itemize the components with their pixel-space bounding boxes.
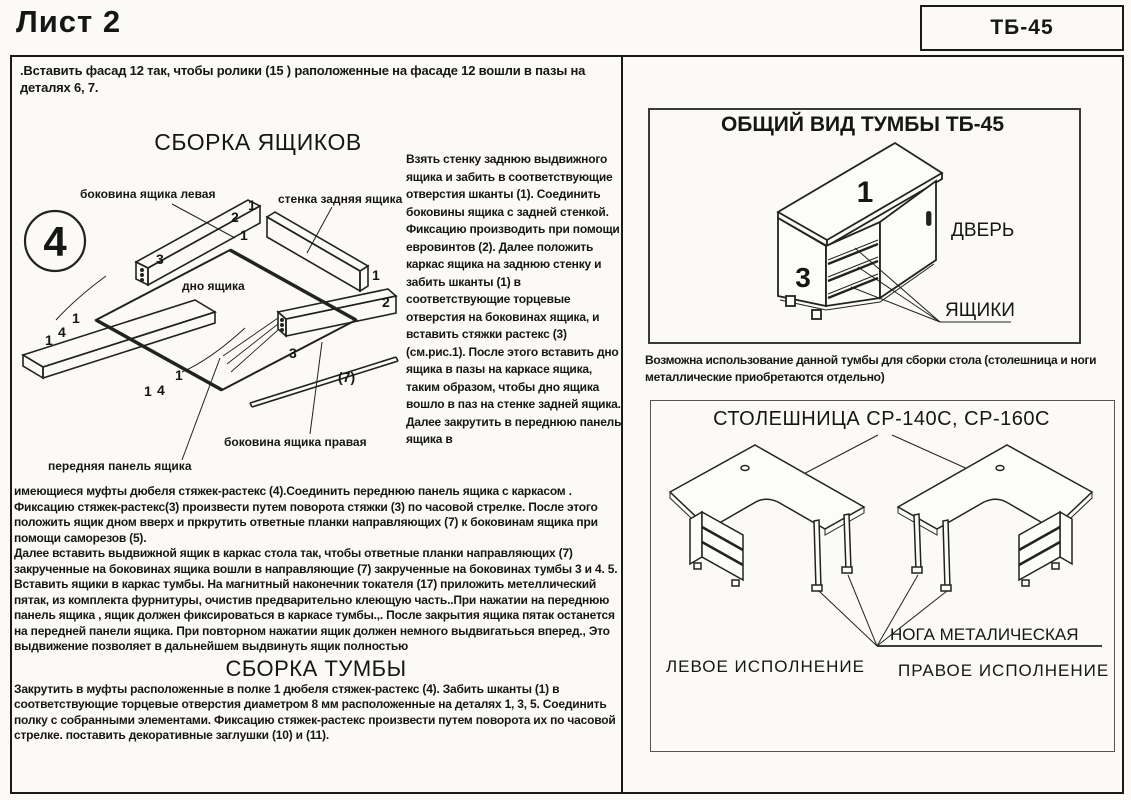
- marker-sleeve: 4: [58, 324, 66, 340]
- marker-dowel: 1: [72, 310, 80, 326]
- page-title: Лист 2: [16, 4, 122, 39]
- model-code: ТБ-45: [990, 16, 1054, 39]
- marker-euroscrew: 2: [382, 294, 390, 310]
- overview-side-number: 3: [795, 262, 811, 293]
- drawer-diagram-lines: [23, 200, 398, 460]
- label-bottom: дно ящика: [182, 279, 245, 293]
- intro-paragraph: .Вставить фасад 12 так, чтобы ролики (15 ) раположенные на фасаде 12 вошли в пазы на деталях 6, 7.: [20, 63, 586, 96]
- label-front-panel: передняя панель ящика: [48, 459, 192, 473]
- marker-rastex: 3: [289, 345, 297, 361]
- cabinet-assembly-paragraph: Закрутить в муфты расположенные в полке 1 дюбеля стяжек-растекс (4). Забить шканты (1) в соответствующие торцевые отверстия диаметром 8 мм расположенные на деталях 1, 3, 5. Соединить полку с собранными элементами. Фиксацию стяжек-растекс произвести путем поворота их по часовой стрелке. поставить декоративные заглушки (10) и (11).: [14, 681, 616, 742]
- cabinet-assembly-heading: СБОРКА ТУМБЫ: [225, 655, 407, 681]
- leg-label: НОГА МЕТАЛИЧЕСКАЯ: [890, 625, 1079, 644]
- marker-euroscrew: 2: [231, 209, 239, 225]
- marker-rastex: 3: [156, 251, 164, 267]
- overview-top-number: 1: [856, 176, 874, 209]
- marker-dowel: 1: [144, 383, 152, 399]
- marker-dowel: 1: [248, 197, 256, 213]
- marker-dowel: 1: [372, 267, 380, 283]
- marker-sleeve: 4: [157, 382, 165, 398]
- lower-text-block: [14, 484, 618, 744]
- label-side-right: боковина ящика правая: [224, 435, 367, 449]
- label-side-left: боковина ящика левая: [80, 187, 216, 201]
- left-variant-label: ЛЕВОЕ ИСПОЛНЕНИЕ: [666, 657, 865, 676]
- right-variant-label: ПРАВОЕ ИСПОЛНЕНИЕ: [898, 661, 1110, 680]
- cabinet-overview-diagram: [655, 140, 1075, 338]
- drawer-assembly-diagram: [10, 160, 410, 490]
- label-back-wall: стенка задняя ящика: [278, 192, 403, 206]
- marker-dowel: 1: [175, 367, 183, 383]
- drawer-assembly-heading: СБОРКА ЯЩИКОВ: [154, 129, 362, 155]
- desk-lines: [670, 435, 1102, 646]
- drawers-label: ЯЩИКИ: [945, 300, 1015, 321]
- paragraph-rastex: имеющиеся муфты дюбеля стяжек-растекс (4).Соединить переднюю панель ящика с каркасом . Фиксацию стяжек-растекс(3) произвести путем поворота стяжки (3) по часовой стрелке. После этого положить ящик дном вверх и пркрутить ответные планки направляющих (7) к боковинам ящика при помощи саморезов (5).: [14, 484, 598, 545]
- overview-title: ОБЩИЙ ВИД ТУМБЫ ТБ-45: [720, 113, 1005, 136]
- label-rail: (7): [338, 369, 356, 385]
- step-number: 4: [43, 218, 67, 265]
- desk-usage-note: Возможна использование данной тумбы для сборки стола (столешница и ноги металлические приобретаются отдельно): [645, 353, 1097, 384]
- marker-dowel: 1: [240, 227, 248, 243]
- model-code-badge: [920, 5, 1124, 51]
- drawer-assembly-side-text: Взять стенку заднюю выдвижного ящика и забить в соответствующие отверстия шканты (1). Соединить боковины ящика с задней стенкой. Фиксацию производить при помощи евровинтов (2). Далее положить каркас ящика на заднюю стенку и забить шканты (1) в соответствующие торцевые отверстия на боковинах ящика, и вставить стяжки растекс (3) (см.рис.1). После этого вставить дно ящика в пазы на каркасе ящика, таким образом, чтобы дно ящика вошло в паз на стенке задней ящика. Далее закрутить в переднюю панель ящика в: [406, 152, 622, 446]
- paragraph-insert: Далее вставить выдвижной ящик в каркас стола так, чтобы ответные планки направляющих (7) закрученные на боковинах ящика вошли в направляющие (7) закрученные на боковинах тумбы 3 и 4. 5. Вставить ящики в каркас тумбы. На магнитный наконечник токателя (17) приложить метеллический пятак, из комплекта фурнитуры, очистив предварительно клеющую часть..При нажатии на переднюю панель ящика , ящик должен фиксироваться в каркасе тумбы.,. После закрытия ящика пятак останется на передней панели ящика. При повторном нажатии ящик должен немного выдвигатьься вперед., Это выдвижение позволяет в дальнейшем выдвинуть ящик полностью: [14, 546, 618, 653]
- desk-variants-diagram: [652, 435, 1110, 650]
- door-label: ДВЕРЬ: [951, 220, 1015, 241]
- desk-title: СТОЛЕШНИЦА СР-140С, СР-160С: [713, 408, 1050, 430]
- marker-dowel: 1: [45, 332, 53, 348]
